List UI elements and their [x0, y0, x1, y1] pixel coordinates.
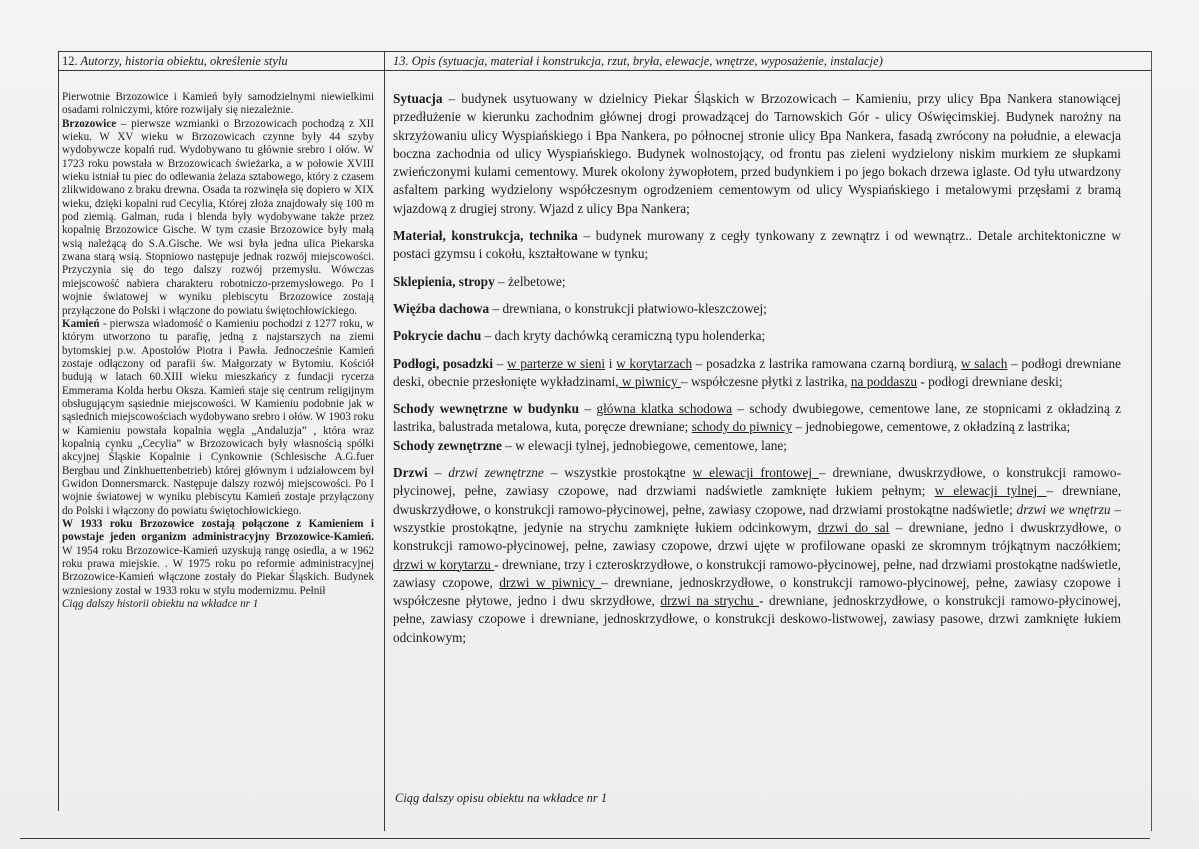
floors-attic-link: na poddaszu	[850, 373, 918, 389]
right-section-title: Opis (sytuacja, materiał i konstrukcja, rzut, bryła, elewacje, wnętrze, wyposażenie, instalacje)	[411, 54, 883, 68]
desc-floors-text: i	[605, 355, 617, 371]
floors-halls-link: w salach	[960, 355, 1008, 371]
desc-floors-text: - podłogi drewniane deski;	[917, 373, 1063, 389]
desc-stairs-text: – schody dwubiegowe, cementowe lane, ze stopnicami z okładziną z lastrika, balustrada metalowa, kuta, poręcze drewniane;	[393, 401, 1121, 435]
desc-stairs-text: –	[579, 401, 597, 417]
desc-doors-text: - drewniane, trzy i czteroskrzydłowe, o konstrukcji ramowo-płycinowej, pełne, nad drzwiami prostokątne nadświetle, zawiasy czopowe,	[393, 556, 1121, 590]
desc-roof-truss-lead: Więźba dachowa	[393, 300, 490, 316]
doors-external-label: drzwi zewnętrzne	[448, 465, 544, 481]
desc-internal-stairs	[393, 400, 1121, 437]
desc-material	[393, 227, 1121, 264]
desc-floors-text: –	[493, 355, 508, 371]
desc-floors-text: – posadzka z lastrika ramowana czarną bordiurą,	[692, 355, 961, 371]
history-column	[62, 91, 374, 611]
right-header-rule	[384, 70, 1151, 71]
desc-external-stairs-lead: Schody zewnętrzne	[393, 437, 502, 453]
history-intro: Pierwotnie Brzozowice i Kamień były samodzielnymi niewielkimi osadami rolniczymi, które rozwijały się niezależnie.	[62, 91, 374, 117]
left-section-header	[62, 54, 288, 69]
stairs-basement-link: schody do piwnicy	[691, 419, 793, 435]
desc-material-text: – budynek murowany z cegły tynkowany z zewnątrz i od wewnątrz.. Detale architektoniczne w postaci gzymsu i cokołu, kształtowane w tynku;	[393, 228, 1121, 262]
desc-doors-text: – drewniane, dwuskrzydłowe, o konstrukcji ramowo-płycinowej, pełne, zawiasy czopowe, nad drzwiami nadświetle zamknięte łukiem pełnym;	[393, 465, 1121, 499]
history-1933-text: W 1954 roku Brzozowice-Kamień uzyskują rangę osiedla, a w 1962 roku prawa miejskie. . W 1975 roku po reformie administracyjnej Brzozowice-Kamień włączone zostały do Piekar Śląskich. Budynek wzniesiony został w 1933 roku w stylu modernizmu. Pełnił	[62, 544, 374, 597]
desc-material-lead: Materiał, konstrukcja, technika	[393, 228, 578, 244]
description-column	[393, 90, 1121, 647]
left-section-number: 12.	[62, 54, 78, 68]
desc-roof-truss	[393, 300, 1121, 318]
history-continuation-note: Ciąg dalszy historii obiektu na wkładce nr 1	[62, 598, 259, 611]
desc-roof-covering-text: – dach kryty dachówką ceramiczną typu holenderka;	[481, 328, 766, 344]
column-divider	[384, 51, 385, 831]
history-brzozowice	[62, 118, 374, 318]
history-brzozowice-lead: Brzozowice	[62, 117, 117, 130]
history-kamien-lead: Kamień	[62, 317, 100, 330]
history-1933	[62, 518, 374, 611]
desc-floors-text: – współczesne płytki z lastrika,	[681, 373, 851, 389]
history-kamien-text: - pierwsza wiadomość o Kamieniu pochodzi z 1277 roku, w którym utworzono tu parafię, jedną z najstarszych na ziemi bytomskiej p.w. Apostołów Piotra i Pawła. Jednocześnie Kamień zostaje odłączony od parafii św. Małgorzaty w Bytomiu. Kościół budują w latach 60.XIII wieku mieszkańcy z fundacji rycerza Emmerama Kolda herbu Oksza. Kamień staje się centrum religijnym obsługującym sąsiednie miejscowości. W Kamieniu podobnie jak w sąsiednich miejscowościach wydobywano srebro i ołów. W 1903 roku w Kamieniu powstała kopalnia węgla „Andaluzja” , która wraz kopalnią cynku „Cecylia” w Brzozowicach były własnością spółki akcyjnej Śląskie Kopalnie i Cynkownie (Schlesische A.G.fuer Bergbau und Zinkhuettenbetrieb) której głównym i udziałowcem był Gwidon Donnersmarck. Następuje dalszy rozwój miejscowości. Po I wojnie światowej w wyniku plebiscytu Kamień zostaje przyłączony do Polski i włączony do powiatu świętochłowickiego.	[62, 317, 374, 517]
desc-doors-text: –wszystkie prostokątne, jedynie na strychu zamknięte łukiem odcinkowym,	[393, 501, 1121, 535]
history-kamien	[62, 318, 374, 518]
doors-halls-link: drzwi do sal	[817, 519, 890, 535]
frame-top-rule	[58, 51, 1152, 52]
desc-doors	[393, 464, 1121, 647]
frame-bottom-rule	[20, 838, 1150, 839]
desc-doors-text: – drewniane, dwuskrzydłowe, o konstrukcji ramowo-płycinowej, pełne, zawiasy czopowe, nad drzwiami prostokątne nadświetle;	[393, 483, 1121, 517]
desc-roof-covering-lead: Pokrycie dachu	[393, 328, 482, 344]
history-1933-lead: W 1933 roku Brzozowice zostają połączone z Kamieniem i powstaje jeden organizm administracyjny Brzozowice-Kamień.	[62, 518, 374, 544]
doors-basement-link: drzwi w piwnicy	[499, 574, 602, 590]
doors-corridor-link: drzwi w korytarzu	[393, 556, 495, 572]
doors-front-link: w elewacji frontowej	[692, 465, 820, 481]
desc-doors-text: – drewniane, jedno i dwuskrzydłowe, o konstrukcji ramowo-płycinowej, pełne, zawiasy czopowe, drzwi ujęte w profilowane opaski ze skromnym trójkątnym naczółkiem;	[393, 519, 1121, 554]
desc-doors-text: – wszystkie prostokątne	[543, 465, 693, 481]
desc-external-stairs-text: – w elewacji tylnej, jednobiegowe, cementowe, lane;	[501, 437, 787, 453]
doors-interior-label: drzwi we wnętrzu	[1016, 501, 1111, 517]
desc-floors-lead: Podłogi, posadzki	[393, 355, 494, 371]
desc-situation-text: – budynek usytuowany w dzielnicy Piekar Śląskich w Brzozowicach – Kamieniu, przy ulicy Bpa Nankera stanowiącej przedłużenie w kierunku zachodnim głównej drogi prowadzącej do Tarnowskich Gór - ulicy Oświęcimskiej. Budynek narożny na skrzyżowaniu ulicy Wyspiańskiego i Bpa Nankera, po północnej stronie ulicy Bpa Nankera, fasadą zwrócony na południe, a elewacja boczna zachodnia od ulicy Wyspiańskiego. Budynek wolnostojący, od frontu pas zieleni wydzielony niskim murkiem ze słupkami zwieńczonymi kulami cementowy. Murek okolony żywopłotem, przed budynkiem i po jego bokach drzewa iglaste. Od tyłu utwardzony asfaltem parking wydzielony współczesnym ogrodzeniem cementowym od ulicy Wyspiańskiego i metalowymi przęsłami z bramą wjazdową z drugiej strony. Wjazd z ulicy Bpa Nankera;	[393, 91, 1121, 216]
desc-vaults-lead: Sklepienia, stropy	[393, 273, 495, 289]
desc-vaults-text: – żelbetowe;	[494, 273, 566, 289]
frame-right-rule	[1151, 51, 1152, 831]
desc-doors-text: –	[427, 465, 449, 481]
description-continuation-note: Ciąg dalszy opisu obiektu na wkładce nr 1	[395, 791, 608, 805]
desc-doors-lead: Drzwi	[393, 465, 428, 481]
floors-basement-link: w piwnicy	[618, 373, 682, 389]
desc-roof-covering	[393, 327, 1121, 345]
floors-ground-floor-link: w parterze w sieni	[507, 355, 606, 371]
desc-doors-text: – drewniane, jednoskrzydłowe, o konstrukcji ramowo-płycinowej, pełne, zawiasy czopowe i współczesne płytowe, jedno i dwu skrzydłowe,	[393, 574, 1121, 609]
desc-situation-lead: Sytuacja	[393, 91, 443, 106]
right-section-number: 13.	[393, 54, 409, 68]
doors-attic-link: drzwi na strychu	[660, 593, 760, 609]
stairs-main-staircase-link: główna klatka schodowa	[596, 401, 733, 417]
frame-left-rule	[58, 51, 59, 811]
desc-floors	[393, 355, 1121, 392]
desc-roof-truss-text: – drewniana, o konstrukcji płatwiowo-kleszczowej;	[489, 300, 767, 316]
desc-situation	[393, 90, 1121, 218]
floors-corridors-link: w korytarzach	[616, 355, 693, 371]
desc-external-stairs	[393, 437, 1121, 455]
left-header-rule	[58, 70, 384, 71]
right-section-header	[393, 54, 883, 69]
desc-internal-stairs-lead: Schody wewnętrzne w budynku	[393, 401, 580, 417]
doors-rear-link: w elewacji tylnej	[934, 483, 1047, 499]
left-section-title: Autorzy, historia obiektu, określenie stylu	[80, 54, 288, 68]
desc-doors-text: - drewniane, jednoskrzydłowe, o konstrukcji ramowo-płycinowej, pełne, zawiasy czopowe i drewniane, jednoskrzydłowe, o konstrukcji deskowo-listwowej, zawiasy pasowe, drzwi zamknięte łukiem odcinkowym;	[393, 593, 1121, 645]
desc-floors-text: – podłogi drewniane deski, obecnie przesłonięte wykładzinami,	[393, 355, 1121, 389]
desc-vaults	[393, 273, 1121, 291]
history-brzozowice-text: – pierwsze wzmianki o Brzozowicach pochodzą z XII wieku. W XV wieku w Brzozowicach czynne były 44 szyby wydobywcze kopalń rud. Wydobywano tu głównie srebro i ołów. W 1723 roku powstała w Brzozowicach świeżarka, a w połowie XVIII wieku istniał tu piec do odlewania żelaza sztabowego, który z czasem zlikwidowano z braku drewna. Osada ta rozwinęła się dopiero w XIX wieku, dzięki kopalni rud Cecylia, Której złoża znajdowały się 100 m pod ziemią. Galman, ruda i blenda były wydobywane także przez kopalnię Brzozowice Gische. W tym czasie Brzozowice były małą wsią należącą do S.A.Gische. We wsi była jedna ulica Piekarska zwana starą wsią. Stopniowo następuje jednak rozwój miejscowości. Przyczynia się do tego dalszy rozwój przemysłu. Wówczas miejscowość nabiera charakteru robotniczo-przemysłowego. Po I wojnie światowej w wyniku plebiscytu Brzozowice zostają przyłączone do Polski i włączone do powiatu świętochłowickiego.	[62, 117, 374, 317]
desc-stairs-text: – jednobiegowe, cementowe, z okładziną z lastrika;	[792, 419, 1071, 435]
